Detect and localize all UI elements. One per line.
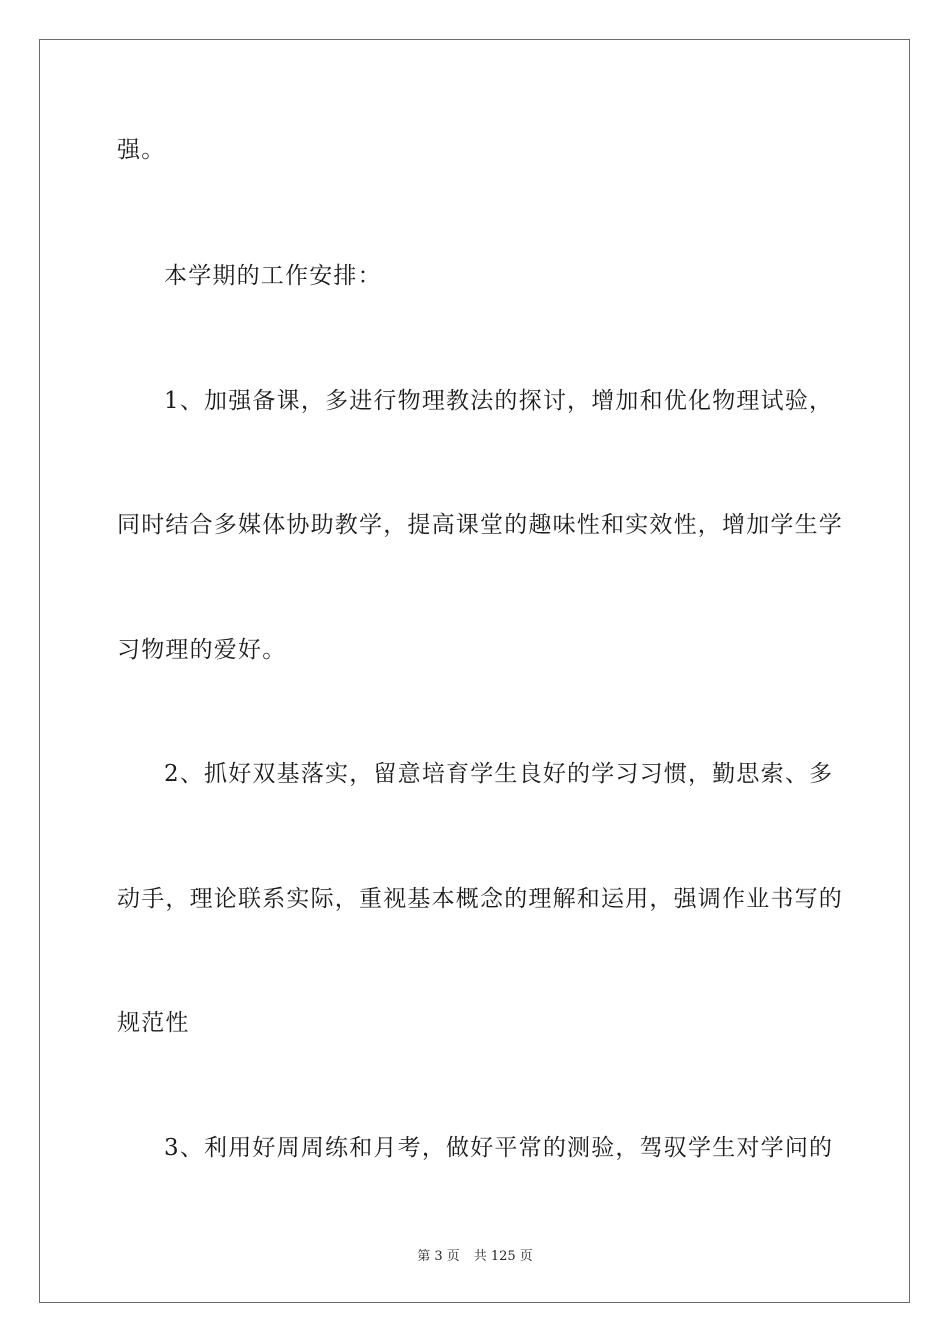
text-line: 动手，理论联系实际，重视基本概念的理解和运用，强调作业书写的 [117,886,843,912]
page-total: 共 125 页 [473,1249,533,1264]
page-number: 第 3 页 [417,1249,460,1264]
text-line: 本学期的工作安排： [164,263,382,289]
text-line: 3、利用好周周练和月考，做好平常的测验，驾驭学生对学问的 [164,1135,834,1161]
page-frame [39,39,910,1303]
text-line: 同时结合多媒体协助教学，提高课堂的趣味性和实效性，增加学生学 [117,512,843,538]
text-line: 规范性 [117,1010,190,1036]
text-line: 1、加强备课，多进行物理教法的探讨，增加和优化物理试验， [164,388,834,414]
text-line: 强。 [117,137,166,163]
text-line: 习物理的爱好。 [117,637,287,663]
text-line: 2、抓好双基落实，留意培育学生良好的学习习惯，勤思索、多 [164,761,834,787]
page-footer [0,1248,950,1266]
